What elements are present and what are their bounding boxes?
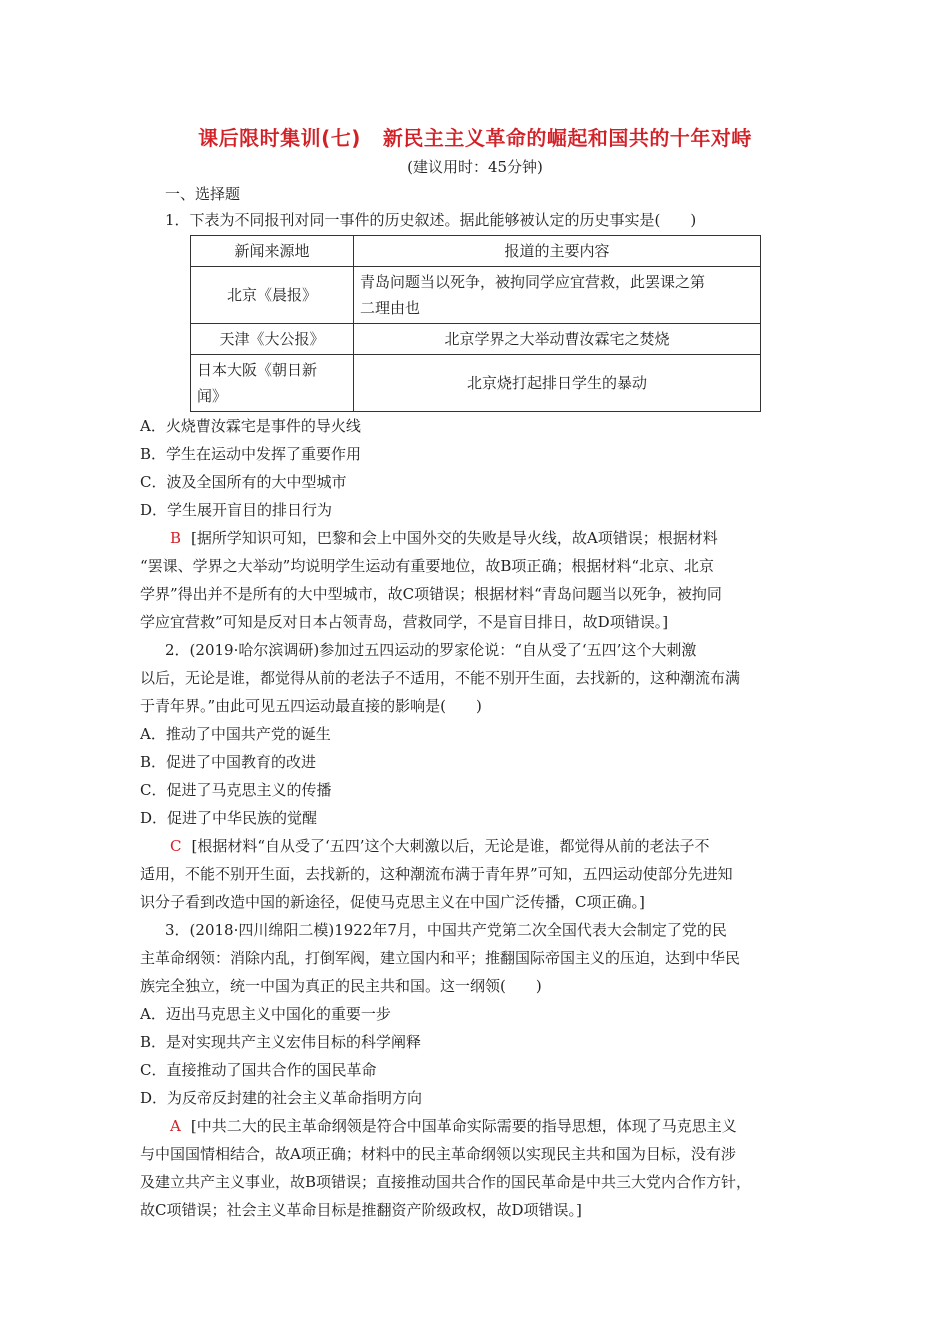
table-header-row bbox=[191, 236, 761, 267]
q2-explain-line: 识分子看到改造中国的新途径，促使马克思主义在中国广泛传播，C项正确。] bbox=[140, 893, 645, 911]
q1-option-c: C．波及全国所有的大中型城市 bbox=[140, 473, 347, 491]
table-row bbox=[191, 355, 761, 412]
content-line: 青岛问题当以死争，被拘同学应宜营救，此罢课之第 bbox=[360, 273, 706, 291]
table-cell-source bbox=[191, 355, 354, 412]
q1-explain-line: B [据所学知识可知，巴黎和会上中国外交的失败是导火线，故A项错误；根据材料 bbox=[170, 529, 718, 547]
q3-option-a: A．迈出马克思主义中国化的重要一步 bbox=[140, 1005, 391, 1023]
q1-stem: 1．下表为不同报刊对同一事件的历史叙述。据此能够被认定的历史事实是( ) bbox=[165, 211, 697, 229]
q3-stem-line: 主革命纲领：消除内乱，打倒军阀，建立国内和平；推翻国际帝国主义的压迫，达到中华民 bbox=[140, 949, 741, 967]
q2-stem-line: 以后，无论是谁，都觉得从前的老法子不适用，不能不别开生面，去找新的，这种潮流布满 bbox=[140, 669, 741, 687]
q3-option-d: D．为反帝反封建的社会主义革命指明方向 bbox=[140, 1089, 423, 1107]
page-title bbox=[0, 122, 950, 151]
table-row bbox=[191, 267, 761, 324]
title-main: 课后限时集训(七) bbox=[198, 126, 361, 150]
q3-option-b: B．是对实现共产主义宏伟目标的科学阐释 bbox=[140, 1033, 422, 1051]
q3-stem-line: 族完全独立，统一中国为真正的民主共和国。这一纲领( ) bbox=[140, 977, 542, 995]
q1-option-d: D．学生展开盲目的排日行为 bbox=[140, 501, 333, 519]
content-line: 二理由也 bbox=[360, 299, 421, 317]
q3-answer: A bbox=[170, 1117, 181, 1135]
table-row bbox=[191, 324, 761, 355]
q2-option-d: D．促进了中华民族的觉醒 bbox=[140, 809, 318, 827]
q1-option-a: A．火烧曹汝霖宅是事件的导火线 bbox=[140, 417, 361, 435]
q2-explain-line: C [根据材料“自从受了‘五四’这个大刺激以后，无论是谁，都觉得从前的老法子不 bbox=[170, 837, 710, 855]
q3-explain-line: 及建立共产主义事业，故B项错误；直接推动国共合作的国民革命是中共三大党内合作方针， bbox=[140, 1173, 752, 1191]
q1-explain-line: 学界”得出并不是所有的大中型城市，故C项错误；根据材料“青岛问题当以死争，被拘同 bbox=[140, 585, 722, 603]
q3-explain-line: 故C项错误；社会主义革命目标是推翻资产阶级政权，故D项错误。] bbox=[140, 1201, 582, 1219]
q2-option-c: C．促进了马克思主义的传播 bbox=[140, 781, 332, 799]
q1-explain-line: 学应宜营救”可知是反对日本占领青岛，营救同学，不是盲目排日，故D项错误。] bbox=[140, 613, 669, 631]
suggested-time: (建议用时：45分钟) bbox=[407, 158, 543, 176]
table-cell-source: 北京《晨报》 bbox=[191, 267, 354, 324]
q2-option-b: B．促进了中国教育的改进 bbox=[140, 753, 317, 771]
source-line: 日本大阪《朝日新 bbox=[197, 361, 318, 379]
q3-option-c: C．直接推动了国共合作的国民革命 bbox=[140, 1061, 377, 1079]
q1-answer: B bbox=[170, 529, 182, 547]
table-cell-content: 北京烧打起排日学生的暴动 bbox=[354, 355, 761, 412]
q2-stem-line: 于青年界。”由此可见五四运动最直接的影响是( ) bbox=[140, 697, 482, 715]
q3-explain-line: 与中国国情相结合，故A项正确；材料中的民主革命纲领以实现民主共和国为目标，没有涉 bbox=[140, 1145, 736, 1163]
q2-option-a: A．推动了中国共产党的诞生 bbox=[140, 725, 331, 743]
q3-explain-line: A [中共二大的民主革命纲领是符合中国革命实际需要的指导思想，体现了马克思主义 bbox=[170, 1117, 737, 1135]
q2-answer: C bbox=[170, 837, 182, 855]
table-cell-content: 北京学界之大举动曹汝霖宅之焚烧 bbox=[354, 324, 761, 355]
q2-stem-line: 2．(2019·哈尔滨调研)参加过五四运动的罗家伦说：“自从受了‘五四’这个大刺激 bbox=[165, 641, 697, 659]
table-cell-source: 天津《大公报》 bbox=[191, 324, 354, 355]
q3-stem-line: 3．(2018·四川绵阳二模)1922年7月，中国共产党第二次全国代表大会制定了党的民 bbox=[165, 921, 727, 939]
table-header: 新闻来源地 bbox=[191, 236, 354, 267]
table-cell-content bbox=[354, 267, 761, 324]
table-header: 报道的主要内容 bbox=[354, 236, 761, 267]
q2-explain-line: 适用，不能不别开生面，去找新的，这种潮流布满于青年界”可知，五四运动使部分先进知 bbox=[140, 865, 733, 883]
source-line: 闻》 bbox=[197, 387, 228, 405]
section-heading: 一、选择题 bbox=[165, 185, 241, 203]
title-topic: 新民主主义革命的崛起和国共的十年对峙 bbox=[382, 126, 752, 150]
news-table bbox=[190, 235, 761, 412]
q1-explain-line: “罢课、学界之大举动”均说明学生运动有重要地位，故B项正确；根据材料“北京、北京 bbox=[140, 557, 715, 575]
q1-option-b: B．学生在运动中发挥了重要作用 bbox=[140, 445, 362, 463]
